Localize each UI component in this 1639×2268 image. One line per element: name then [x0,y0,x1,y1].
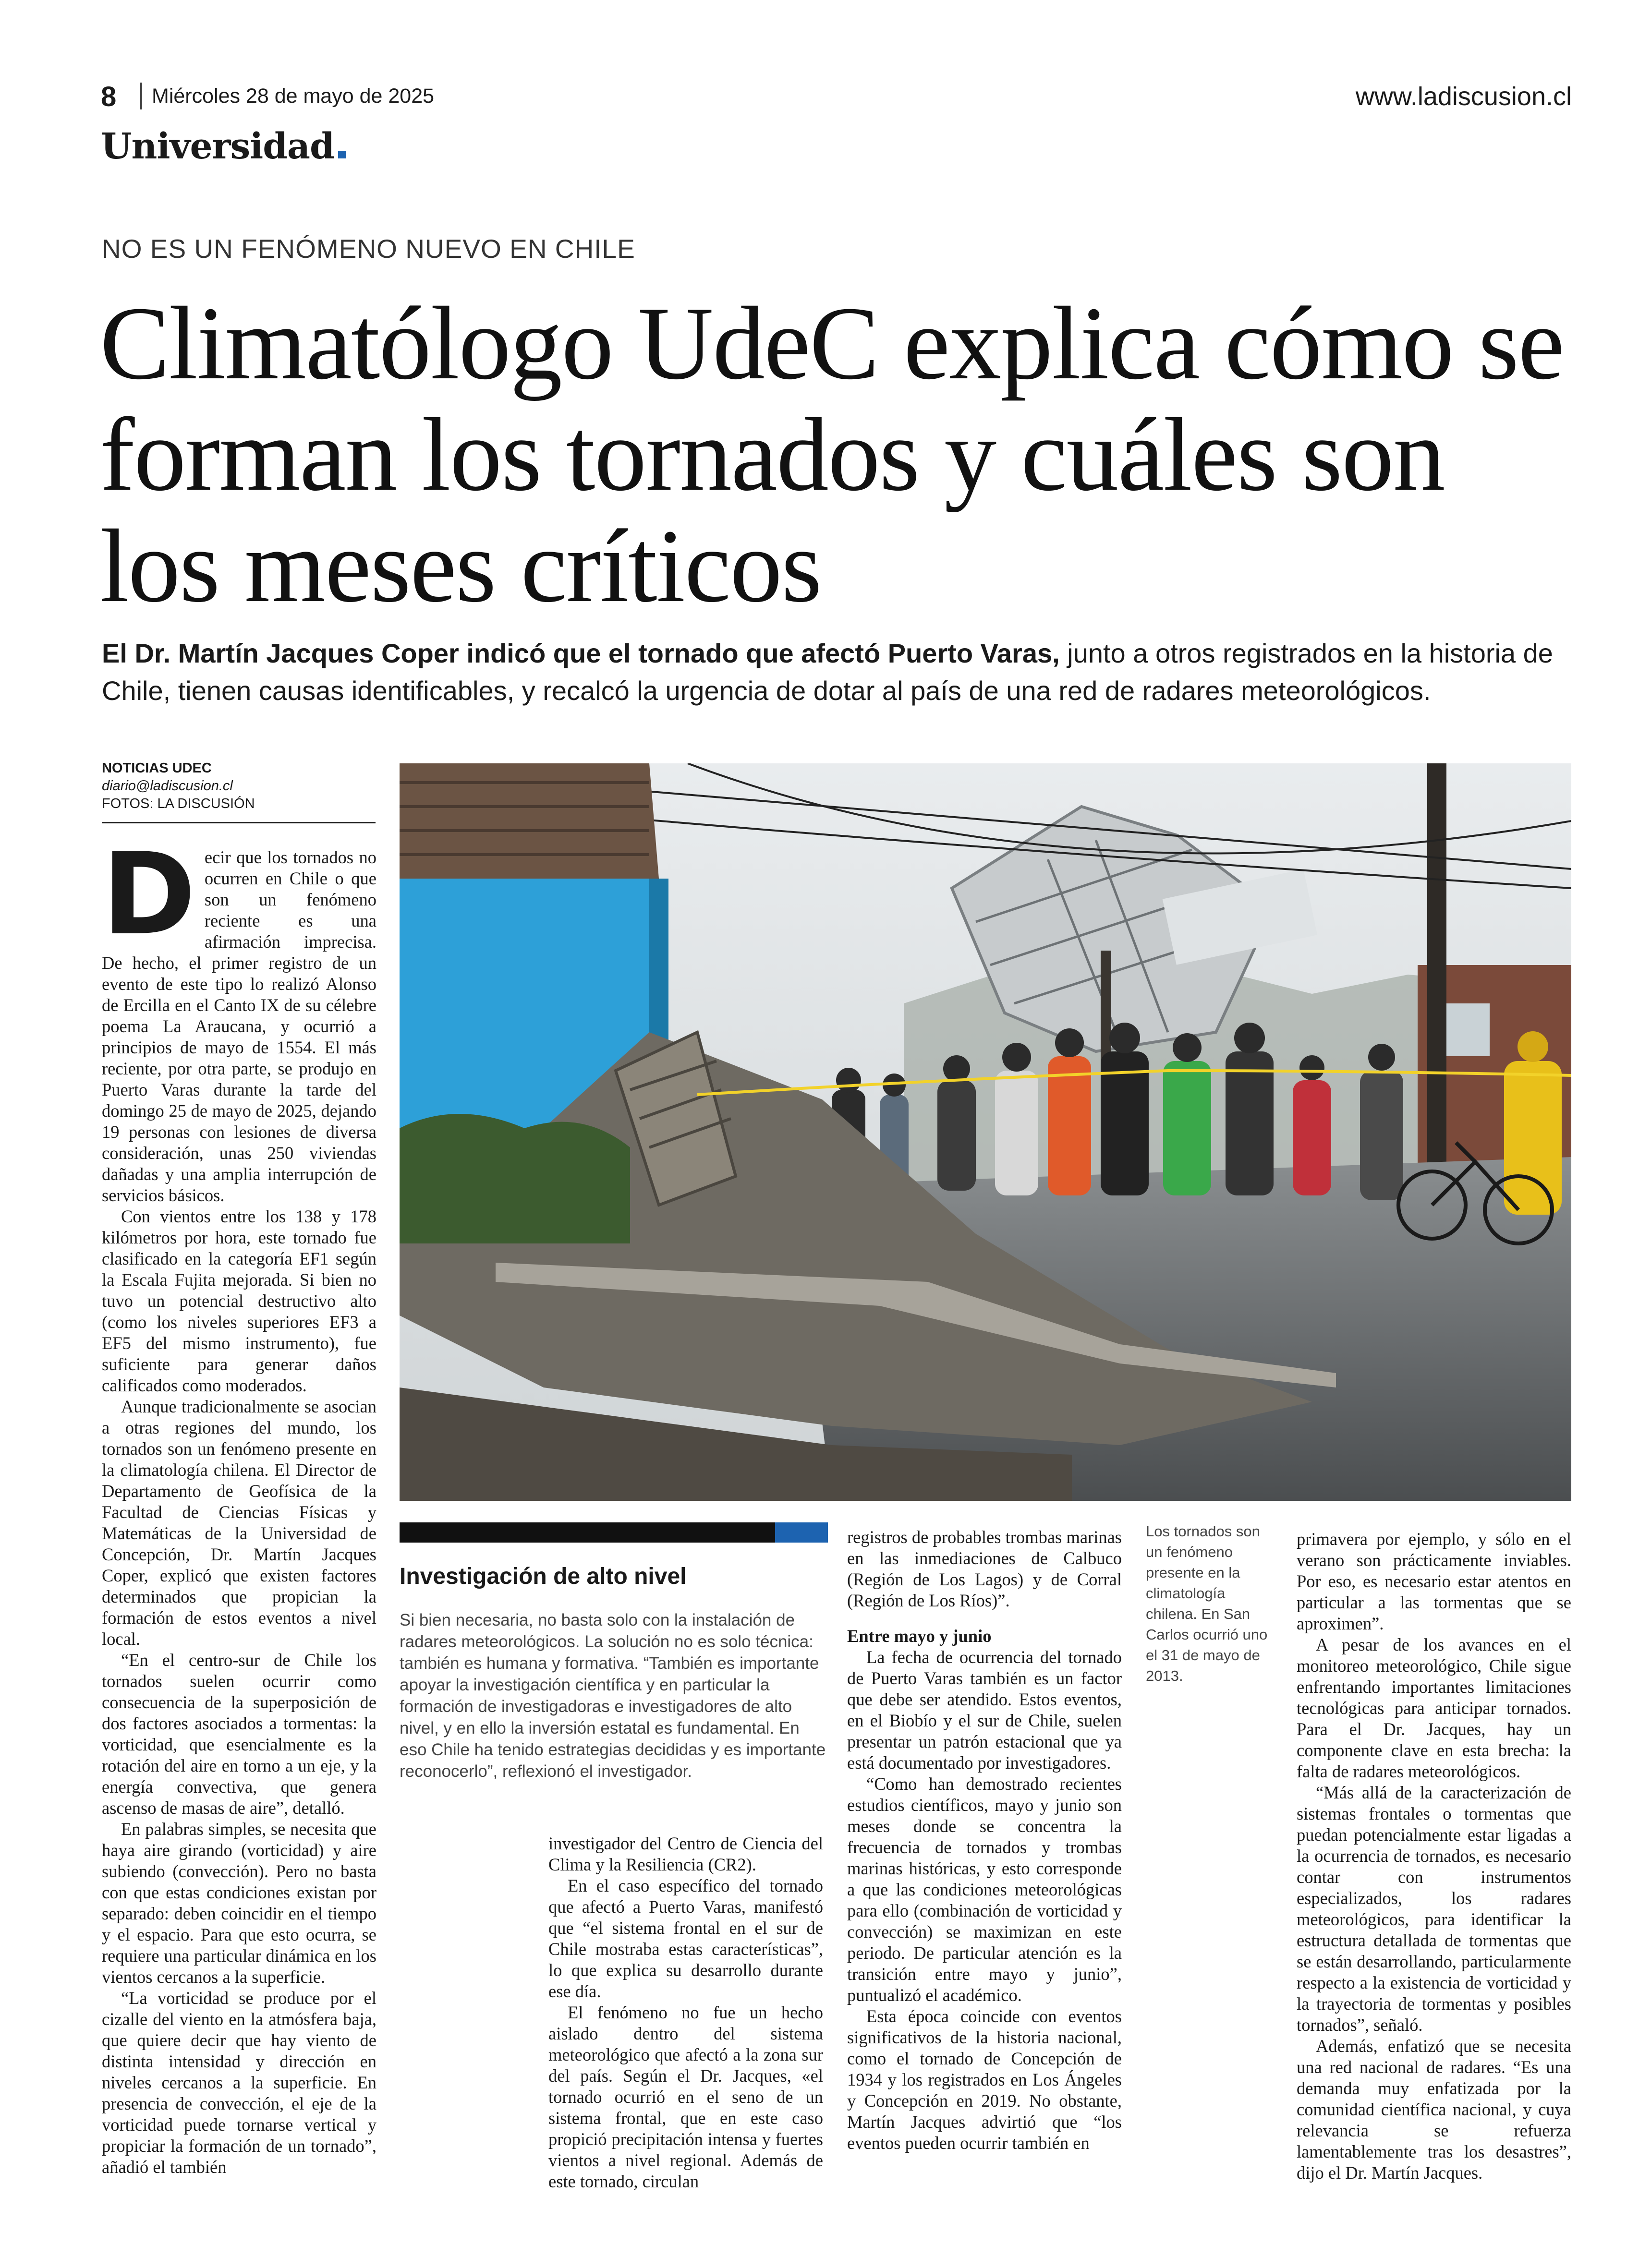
byline-email[interactable]: diario@ladiscusion.cl [102,778,233,794]
article-column-1 [102,828,376,2178]
paragraph: En palabras simples, se necesita que haya aire girando (vorticidad) y aire subiendo (convección). Pero no basta con que estas condiciones existan por separado: deben coincidir en el tiempo y el espacio. Para que esto ocurra, se requiere una particular dinámica en los vientos cercanos a la superficie. [102,1819,376,1987]
paragraph: “Como han demostrado recientes estudios científicos, mayo y junio son meses donde se concentra la frecuencia de tornados y trombas marinas históricas, y esto corresponde a que las condiciones meteorológicas para ello (combinación de vorticidad y convección) se maximizan en este periodo. De particular atención es la transición entre mayo y junio”, puntualizó el académico. [847,1774,1122,2005]
header-separator [140,83,142,109]
right-house-window [1446,1003,1490,1056]
standfirst-text: junto a otros registrados en la historia de Chile, tienen causas identificables, y recalcó la urgencia de dotar al país de una red de radares meteorológicos. [102,638,1553,706]
paragraph: El fenómeno no fue un hecho aislado dentro del sistema meteorológico que afectó a la zona sur del país. Según el Dr. Jacques, «el tornado ocurrió en el seno de un sistema frontal, que en este caso propició precipitación intensa y fuertes vientos a nivel regional. Además de este tornado, circulan [548,2003,823,2191]
website-link[interactable]: www.ladiscusion.cl [1355,82,1572,111]
paragraph: “Más allá de la caracterización de sistemas frontales o tormentas que puedan potencialmente estar ligadas a la ocurrencia de tornados, es necesario contar con instrumentos especializados, los radares meteorológicos, para identificar la estructura detallada de tormentas que se están desarrollando, particularmente respecto a la existencia de vorticidad y la trayectoria de tormentas y posibles tornados”, señaló. [1297,1783,1571,2035]
paragraph: A pesar de los avances en el monitoreo meteorológico, Chile sigue enfrentando importantes limitaciones tecnológicas para anticipar tornados. Para el Dr. Jacques, hay un componente clave en esta brecha: la falta de radares meteorológicos. [1297,1635,1571,1781]
subheading: Entre mayo y junio [847,1626,992,1646]
paragraph [102,828,376,1206]
paragraph: La fecha de ocurrencia del tornado de Puerto Varas también es un factor que debe ser atendido. Estos eventos, en el Biobío y el sur de Chile, suelen presentar un patrón estacional que ya está documentado por investigadores. [847,1647,1122,1773]
paragraph: “En el centro-sur de Chile los tornados suelen ocurrir como consecuencia de la superposición de dos factores asociados a tormentas: la vorticidad, que esencialmente es la rotación del aire en torno a un eje, y la energía convectiva, que genera ascenso de masas de aire”, detalló. [102,1650,376,1818]
byline-name: NOTICIAS UDEC [102,760,212,776]
article-column-4 [1297,1529,1571,2184]
paragraph: En el caso específico del tornado que afectó a Puerto Varas, manifestó que “el sistema frontal en el sur de Chile mostraba estas características”, lo que explica su desarrollo durante ese día. [548,1876,823,2001]
box-title: Investigación de alto nivel [400,1564,687,1589]
tornado-damage-photo [400,763,1571,1501]
byline-rule [102,822,376,823]
kicker: NO ES UN FENÓMENO NUEVO EN CHILE [102,234,635,264]
standfirst [102,635,1571,710]
standfirst-lead: El Dr. Martín Jacques Coper indicó que el tornado que afectó Puerto Varas, [102,638,1060,668]
paragraph-text: ecir que los tornados no ocurren en Chile o que son un fenómeno reciente es una afirmación imprecisa. De hecho, el primer registro de un evento de este tipo lo realizó Alonso de Ercilla en el Canto IX de su célebre poema La Araucana, y ocurrió a principios de mayo de 1554. El más reciente, por otra parte, se produjo en Puerto Varas durante la tarde del domingo 25 de mayo de 2025, dejando 19 personas con lesiones de diversa consideración, unas 250 viviendas dañadas y una amplia interrupción de servicios básicos. [102,847,376,1205]
paragraph: Con vientos entre los 138 y 178 kilómetros por hora, este tornado fue clasificado en la categoría EF1 según la Escala Fujita mejorada. Si bien no tuvo un potencial destructivo alto (como los niveles superiores EF3 a EF5 del mismo instrumento), fue suficiente para generar daños calificados como moderados. [102,1206,376,1395]
page-number: 8 [101,81,117,112]
garden-plants [400,1114,630,1243]
photo-caption: Los tornados son un fenómeno presente en la climatología chilena. En San Carlos ocurrió uno el 31 de mayo de 2013. [1146,1523,1268,1684]
paragraph: Aunque tradicionalmente se asocian a otras regiones del mundo, los tornados son un fenómeno presente en la climatología chilena. El Director de Departamento de Geofísica de la Facultad de Ciencias Físicas y Matemáticas de la Universidad de Concepción, Dr. Martín Jacques Coper, explicó que existen factores determinados que propician la formación de estos eventos a nivel local. [102,1397,376,1649]
news-photo [400,763,1571,1501]
box-rule-accent [775,1522,828,1543]
issue-date: Miércoles 28 de mayo de 2025 [152,84,435,108]
section-label [101,126,346,167]
article-column-2 [548,1833,823,2192]
paragraph: investigador del Centro de Ciencia del Clima y la Resiliencia (CR2). [548,1834,823,1874]
section-dot [338,151,346,158]
byline [102,760,376,813]
paragraph: “La vorticidad se produce por el cizalle del viento en la atmósfera baja, que quiere decir que hay viento de distinta intensidad y dirección en niveles cercanos a la superficie. En presencia de convección, el eje de la vorticidad puede tornarse vertical y propiciar la formación de un tornado”, añadió el también [102,1988,376,2177]
paragraph: registros de probables trombas marinas en las inmediaciones de Calbuco (Región de Los Lagos) y de Corral (Región de Los Ríos)”. [847,1527,1122,1610]
drop-cap: D [102,828,196,960]
article-column-3 [847,1527,1122,2154]
left-roof [400,763,659,879]
headline: Climatólogo UdeC explica cómo se forman los tornados y cuáles son los meses críticos [100,286,1564,624]
box-text: Si bien necesaria, no basta solo con la instalación de radares meteorológicos. La solución no es solo técnica: también es humana y formativa. “También es importante apoyar la investigación científica y en particular la formación de investigadoras e investigadores de alto nivel, y en ello la inversión estatal es fundamental. En eso Chile ha tenido estrategias decididas y es importante reconocerlo”, reflexionó el investigador. [400,1611,826,1781]
paragraph: primavera por ejemplo, y sólo en el verano son prácticamente inviables. Por eso, es necesario estar atentos en particular a las tormentas que se aproximen”. [1297,1529,1571,1633]
box-rule [400,1522,775,1543]
byline-photo-credit: FOTOS: LA DISCUSIÓN [102,796,255,811]
section-name: Universidad [101,126,334,167]
paragraph: Además, enfatizó que se necesita una red nacional de radares. “Es una demanda muy enfatizada por la comunidad científica nacional, y cuya relevancia se refuerza lamentablemente tras los desastres”, dijo el Dr. Martín Jacques. [1297,2036,1571,2183]
paragraph: Esta época coincide con eventos significativos de la historia nacional, como el tornado de Concepción de 1934 y los registrados en Los Ángeles y Concepción en 2019. No obstante, Martín Jacques advirtió que “los eventos pueden ocurrir también en [847,2006,1122,2153]
